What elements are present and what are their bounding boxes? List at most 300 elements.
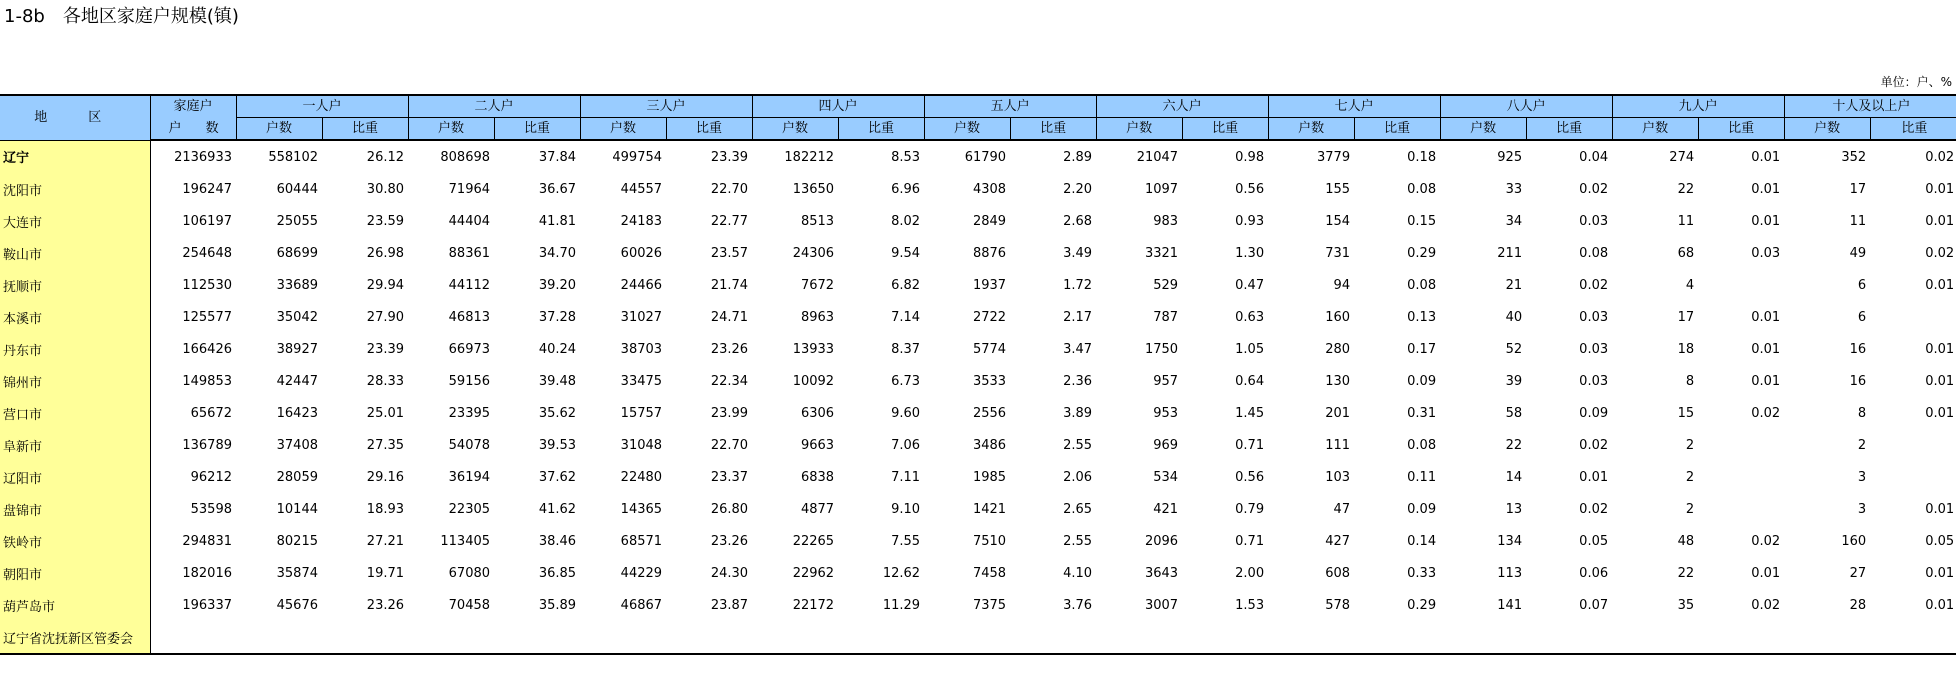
pct-cell: 0.17 [1407, 341, 1437, 357]
count-cell: 111 [1325, 437, 1351, 453]
count-cell: 13650 [792, 181, 835, 197]
count-cell: 2556 [972, 405, 1007, 421]
count-cell: 48 [1677, 533, 1695, 549]
count-cell: 13 [1505, 501, 1523, 517]
table-row [0, 493, 1956, 525]
count-cell: 953 [1153, 405, 1179, 421]
table-row [0, 621, 1956, 654]
pct-cell: 24.71 [710, 309, 749, 325]
pct-cell [1870, 621, 1956, 654]
pct-cell: 0.05 [1579, 533, 1609, 549]
pct-cell: 22.34 [710, 373, 749, 389]
count-cell: 46867 [620, 597, 663, 613]
pct-cell: 3.49 [1063, 245, 1093, 261]
count-cell: 211 [1497, 245, 1523, 261]
count-cell: 66973 [448, 341, 491, 357]
pct-cell: 39.53 [538, 437, 577, 453]
table-row [0, 140, 1956, 173]
count-cell: 155 [1325, 181, 1351, 197]
count-cell: 10092 [792, 373, 835, 389]
region-cell: 朝阳市 [0, 557, 150, 589]
header-sub-pct: 比重 [1182, 118, 1268, 141]
count-cell: 6306 [800, 405, 835, 421]
total-cell: 106197 [182, 213, 232, 229]
count-cell: 499754 [612, 149, 663, 165]
region-cell: 辽阳市 [0, 461, 150, 493]
count-cell [924, 621, 1010, 654]
header-region: 地 区 [0, 95, 150, 140]
count-cell: 154 [1325, 213, 1351, 229]
count-cell: 3533 [972, 373, 1007, 389]
pct-cell: 0.64 [1235, 373, 1265, 389]
count-cell: 7510 [972, 533, 1007, 549]
header-sub-pct: 比重 [494, 118, 580, 141]
count-cell: 8 [1857, 405, 1867, 421]
total-cell: 125577 [182, 309, 232, 325]
pct-cell: 0.02 [1925, 245, 1955, 261]
count-cell: 67080 [448, 565, 491, 581]
count-cell: 88361 [448, 245, 491, 261]
pct-cell: 0.08 [1407, 277, 1437, 293]
pct-cell: 0.18 [1407, 149, 1437, 165]
count-cell [1612, 621, 1698, 654]
total-cell: 254648 [182, 245, 232, 261]
count-cell: 22265 [792, 533, 835, 549]
pct-cell: 39.20 [538, 277, 577, 293]
table-body [0, 140, 1956, 654]
total-cell: 196337 [182, 597, 232, 613]
region-cell: 阜新市 [0, 429, 150, 461]
region-cell: 锦州市 [0, 365, 150, 397]
count-cell: 16 [1849, 373, 1867, 389]
region-cell: 丹东市 [0, 333, 150, 365]
table-row [0, 333, 1956, 365]
count-cell: 17 [1849, 181, 1867, 197]
count-cell: 33689 [276, 277, 318, 293]
page-title [4, 4, 239, 30]
pct-cell: 3.47 [1063, 341, 1093, 357]
pct-cell [1182, 621, 1268, 654]
pct-cell: 22.70 [710, 181, 749, 197]
count-cell: 11 [1677, 213, 1695, 229]
count-cell: 44404 [448, 213, 491, 229]
count-cell: 58 [1505, 405, 1523, 421]
pct-cell: 0.02 [1579, 501, 1609, 517]
pct-cell: 26.12 [366, 149, 405, 165]
table-row [0, 205, 1956, 237]
pct-cell: 0.56 [1235, 181, 1265, 197]
pct-cell: 0.03 [1751, 245, 1781, 261]
header-group: 七人户 [1268, 95, 1440, 118]
pct-cell: 0.03 [1579, 373, 1609, 389]
count-cell [1096, 621, 1182, 654]
pct-cell: 0.08 [1579, 245, 1609, 261]
pct-cell: 1.05 [1235, 341, 1265, 357]
pct-cell: 0.01 [1751, 565, 1781, 581]
count-cell: 5774 [972, 341, 1007, 357]
header-sub-count: 户数 [752, 118, 838, 141]
pct-cell: 11.29 [882, 597, 921, 613]
pct-cell [1010, 621, 1096, 654]
pct-cell: 0.11 [1407, 469, 1437, 485]
count-cell: 16 [1849, 341, 1867, 357]
pct-cell: 0.07 [1579, 597, 1609, 613]
count-cell: 16423 [276, 405, 318, 421]
header-group: 六人户 [1096, 95, 1268, 118]
count-cell: 21047 [1136, 149, 1179, 165]
pct-cell: 22.70 [710, 437, 749, 453]
pct-cell: 29.94 [366, 277, 405, 293]
count-cell [236, 621, 322, 654]
pct-cell: 39.48 [538, 373, 577, 389]
count-cell: 113405 [440, 533, 491, 549]
pct-cell: 0.47 [1235, 277, 1265, 293]
pct-cell: 0.01 [1751, 181, 1781, 197]
table-row [0, 461, 1956, 493]
pct-cell: 36.85 [538, 565, 577, 581]
pct-cell: 0.09 [1579, 405, 1609, 421]
count-cell: 141 [1497, 597, 1523, 613]
pct-cell [1698, 269, 1784, 301]
pct-cell: 0.02 [1751, 405, 1781, 421]
region-cell: 鞍山市 [0, 237, 150, 269]
total-cell: 182016 [182, 565, 232, 581]
count-cell: 1937 [972, 277, 1007, 293]
count-cell: 1097 [1144, 181, 1179, 197]
total-cell: 2136933 [174, 149, 232, 165]
count-cell: 49 [1849, 245, 1867, 261]
region-cell: 大连市 [0, 205, 150, 237]
pct-cell: 38.46 [538, 533, 577, 549]
count-cell: 9663 [800, 437, 835, 453]
pct-cell: 0.01 [1925, 341, 1955, 357]
total-cell: 53598 [190, 501, 232, 517]
count-cell: 21 [1505, 277, 1523, 293]
pct-cell: 0.02 [1579, 181, 1609, 197]
count-cell: 24306 [792, 245, 835, 261]
count-cell: 24183 [620, 213, 663, 229]
pct-cell: 2.36 [1063, 373, 1093, 389]
pct-cell: 4.10 [1063, 565, 1093, 581]
header-group: 九人户 [1612, 95, 1784, 118]
household-size-table [0, 94, 1956, 655]
pct-cell: 23.59 [366, 213, 405, 229]
count-cell: 3486 [972, 437, 1007, 453]
count-cell: 22962 [792, 565, 835, 581]
total-cell: 166426 [182, 341, 232, 357]
count-cell: 3007 [1144, 597, 1179, 613]
pct-cell: 29.16 [366, 469, 405, 485]
region-cell: 营口市 [0, 397, 150, 429]
count-cell: 35 [1677, 597, 1695, 613]
header-sub-count: 户数 [580, 118, 666, 141]
count-cell: 33475 [620, 373, 663, 389]
count-cell: 2849 [972, 213, 1007, 229]
count-cell: 28059 [276, 469, 318, 485]
pct-cell [1526, 621, 1612, 654]
pct-cell: 1.45 [1235, 405, 1265, 421]
pct-cell: 0.09 [1407, 373, 1437, 389]
pct-cell: 0.01 [1925, 181, 1955, 197]
pct-cell [322, 621, 408, 654]
count-cell: 22305 [448, 501, 491, 517]
table-row [0, 269, 1956, 301]
pct-cell: 0.01 [1579, 469, 1609, 485]
pct-cell: 0.08 [1407, 437, 1437, 453]
pct-cell: 0.02 [1579, 277, 1609, 293]
count-cell [1784, 621, 1870, 654]
pct-cell: 40.24 [538, 341, 577, 357]
count-cell: 529 [1153, 277, 1179, 293]
header-total-top: 家庭户 [150, 95, 236, 118]
pct-cell: 2.55 [1063, 437, 1093, 453]
total-cell: 149853 [182, 373, 232, 389]
pct-cell: 22.77 [710, 213, 749, 229]
header-group: 八人户 [1440, 95, 1612, 118]
count-cell: 70458 [448, 597, 491, 613]
total-cell: 196247 [182, 181, 232, 197]
count-cell: 22480 [620, 469, 663, 485]
pct-cell: 19.71 [366, 565, 405, 581]
table-row [0, 397, 1956, 429]
pct-cell: 0.71 [1235, 533, 1265, 549]
header-sub-pct: 比重 [1354, 118, 1440, 141]
count-cell: 3 [1857, 469, 1867, 485]
pct-cell: 0.09 [1407, 501, 1437, 517]
pct-cell: 0.02 [1579, 437, 1609, 453]
pct-cell [494, 621, 580, 654]
header-sub-pct: 比重 [1526, 118, 1612, 141]
pct-cell: 0.13 [1407, 309, 1437, 325]
count-cell: 6 [1857, 309, 1867, 325]
pct-cell: 23.26 [366, 597, 405, 613]
count-cell: 2 [1685, 437, 1695, 453]
pct-cell: 3.76 [1063, 597, 1093, 613]
count-cell: 578 [1325, 597, 1351, 613]
pct-cell: 0.01 [1925, 405, 1955, 421]
header-group: 五人户 [924, 95, 1096, 118]
pct-cell: 6.96 [891, 181, 921, 197]
header-sub-pct: 比重 [838, 118, 924, 141]
pct-cell: 26.98 [366, 245, 405, 261]
pct-cell: 25.01 [366, 405, 405, 421]
header-group: 三人户 [580, 95, 752, 118]
pct-cell: 41.81 [538, 213, 577, 229]
pct-cell: 9.54 [891, 245, 921, 261]
count-cell: 160 [1841, 533, 1867, 549]
count-cell: 13933 [792, 341, 835, 357]
pct-cell: 27.21 [366, 533, 405, 549]
pct-cell: 21.74 [710, 277, 749, 293]
total-cell: 294831 [182, 533, 232, 549]
pct-cell: 0.02 [1751, 597, 1781, 613]
count-cell: 274 [1669, 149, 1695, 165]
count-cell: 352 [1841, 149, 1867, 165]
pct-cell: 0.02 [1925, 149, 1955, 165]
header-sub-pct: 比重 [322, 118, 408, 141]
count-cell: 969 [1153, 437, 1179, 453]
count-cell: 33 [1505, 181, 1523, 197]
count-cell: 38927 [276, 341, 318, 357]
pct-cell: 23.99 [710, 405, 749, 421]
pct-cell: 0.08 [1407, 181, 1437, 197]
pct-cell: 34.70 [538, 245, 577, 261]
pct-cell: 35.62 [538, 405, 577, 421]
count-cell: 18 [1677, 341, 1695, 357]
pct-cell: 0.01 [1925, 501, 1955, 517]
count-cell: 22 [1505, 437, 1523, 453]
count-cell: 39 [1505, 373, 1523, 389]
pct-cell: 7.14 [891, 309, 921, 325]
count-cell: 42447 [276, 373, 318, 389]
count-cell: 60444 [276, 181, 318, 197]
count-cell: 3779 [1317, 149, 1351, 165]
count-cell: 3643 [1144, 565, 1179, 581]
count-cell: 6838 [800, 469, 835, 485]
header-group: 四人户 [752, 95, 924, 118]
count-cell: 25055 [276, 213, 318, 229]
pct-cell: 30.80 [366, 181, 405, 197]
count-cell: 7375 [972, 597, 1007, 613]
pct-cell: 9.60 [891, 405, 921, 421]
count-cell: 608 [1325, 565, 1351, 581]
count-cell: 15 [1677, 405, 1695, 421]
header-sub-count: 户数 [408, 118, 494, 141]
pct-cell: 7.11 [891, 469, 921, 485]
header-sub-count: 户数 [924, 118, 1010, 141]
count-cell: 8963 [800, 309, 835, 325]
count-cell: 534 [1153, 469, 1179, 485]
header-row-groups [0, 95, 1956, 118]
pct-cell: 0.06 [1579, 565, 1609, 581]
count-cell: 52 [1505, 341, 1523, 357]
count-cell: 3321 [1144, 245, 1179, 261]
pct-cell: 7.55 [891, 533, 921, 549]
count-cell: 15757 [620, 405, 663, 421]
pct-cell: 2.68 [1063, 213, 1093, 229]
pct-cell: 9.10 [891, 501, 921, 517]
pct-cell: 0.04 [1579, 149, 1609, 165]
count-cell: 38703 [620, 341, 663, 357]
pct-cell: 6.73 [891, 373, 921, 389]
count-cell: 130 [1325, 373, 1351, 389]
pct-cell: 6.82 [891, 277, 921, 293]
count-cell: 2096 [1144, 533, 1179, 549]
pct-cell: 0.01 [1925, 373, 1955, 389]
count-cell: 103 [1325, 469, 1351, 485]
pct-cell: 0.15 [1407, 213, 1437, 229]
header-group: 十人及以上户 [1784, 95, 1956, 118]
region-cell: 辽宁 [0, 140, 150, 173]
count-cell [408, 621, 494, 654]
count-cell: 60026 [620, 245, 663, 261]
count-cell: 44229 [620, 565, 663, 581]
count-cell: 2 [1857, 437, 1867, 453]
count-cell: 68 [1677, 245, 1695, 261]
table-row [0, 557, 1956, 589]
pct-cell: 8.37 [891, 341, 921, 357]
total-cell: 136789 [182, 437, 232, 453]
pct-cell: 0.98 [1235, 149, 1265, 165]
pct-cell [1870, 429, 1956, 461]
count-cell: 68571 [620, 533, 663, 549]
header-row-sub [0, 118, 1956, 141]
pct-cell: 35.89 [538, 597, 577, 613]
pct-cell: 0.01 [1751, 373, 1781, 389]
count-cell: 40 [1505, 309, 1523, 325]
header-sub-count: 户数 [1268, 118, 1354, 141]
count-cell: 59156 [448, 373, 491, 389]
pct-cell: 1.53 [1235, 597, 1265, 613]
pct-cell: 0.01 [1925, 277, 1955, 293]
pct-cell: 0.29 [1407, 245, 1437, 261]
count-cell: 71964 [448, 181, 491, 197]
pct-cell: 37.62 [538, 469, 577, 485]
header-sub-pct: 比重 [1870, 118, 1956, 141]
count-cell: 421 [1153, 501, 1179, 517]
count-cell: 1750 [1144, 341, 1179, 357]
total-cell: 65672 [190, 405, 232, 421]
count-cell: 45676 [276, 597, 318, 613]
count-cell: 10144 [276, 501, 318, 517]
count-cell: 44112 [448, 277, 491, 293]
count-cell: 983 [1153, 213, 1179, 229]
pct-cell: 0.29 [1407, 597, 1437, 613]
count-cell: 3 [1857, 501, 1867, 517]
region-cell: 辽宁省沈抚新区管委会 [0, 621, 150, 654]
count-cell: 34 [1505, 213, 1523, 229]
pct-cell: 0.93 [1235, 213, 1265, 229]
pct-cell: 2.06 [1063, 469, 1093, 485]
pct-cell: 0.05 [1925, 533, 1955, 549]
count-cell: 8513 [800, 213, 835, 229]
count-cell: 1421 [972, 501, 1007, 517]
pct-cell [1698, 429, 1784, 461]
pct-cell: 8.02 [891, 213, 921, 229]
pct-cell: 0.56 [1235, 469, 1265, 485]
pct-cell: 37.28 [538, 309, 577, 325]
pct-cell: 0.01 [1751, 149, 1781, 165]
pct-cell: 2.89 [1063, 149, 1093, 165]
pct-cell: 0.63 [1235, 309, 1265, 325]
region-cell: 葫芦岛市 [0, 589, 150, 621]
count-cell: 47 [1333, 501, 1351, 517]
count-cell: 31048 [620, 437, 663, 453]
header-sub-pct: 比重 [666, 118, 752, 141]
pct-cell: 0.03 [1579, 213, 1609, 229]
count-cell: 1985 [972, 469, 1007, 485]
count-cell: 80215 [276, 533, 318, 549]
count-cell: 2722 [972, 309, 1007, 325]
count-cell [580, 621, 666, 654]
pct-cell: 18.93 [366, 501, 405, 517]
pct-cell: 23.87 [710, 597, 749, 613]
pct-cell: 23.57 [710, 245, 749, 261]
count-cell: 23395 [448, 405, 491, 421]
count-cell: 31027 [620, 309, 663, 325]
pct-cell: 0.03 [1579, 309, 1609, 325]
pct-cell: 2.20 [1063, 181, 1093, 197]
pct-cell [1870, 301, 1956, 333]
total-cell [150, 621, 236, 654]
count-cell: 113 [1497, 565, 1523, 581]
pct-cell: 3.89 [1063, 405, 1093, 421]
pct-cell: 0.01 [1751, 213, 1781, 229]
pct-cell: 36.67 [538, 181, 577, 197]
count-cell: 4877 [800, 501, 835, 517]
pct-cell: 0.03 [1579, 341, 1609, 357]
pct-cell: 2.65 [1063, 501, 1093, 517]
